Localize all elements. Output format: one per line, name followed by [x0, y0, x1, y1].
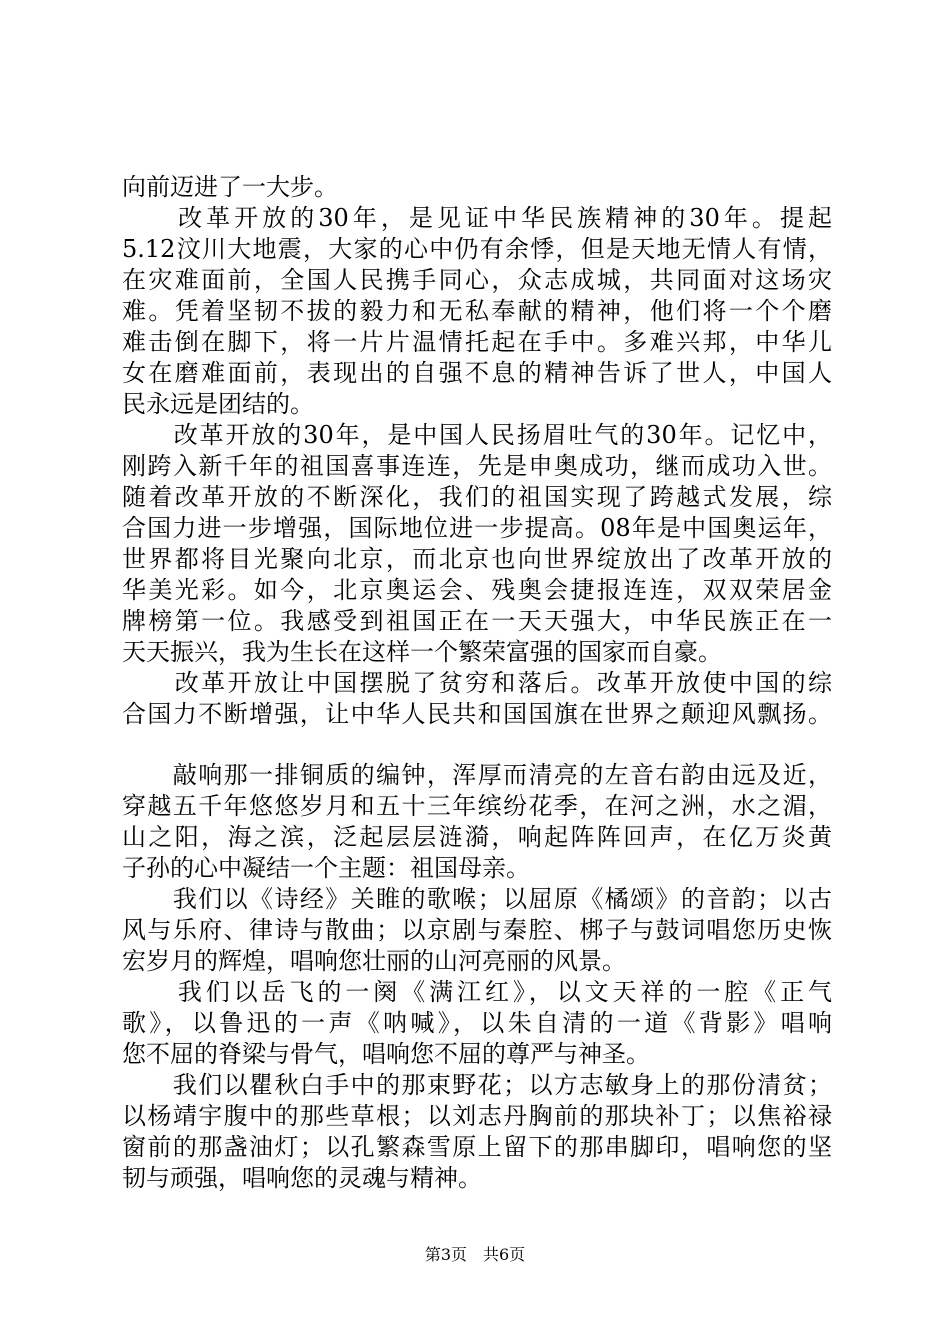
- text-line: 天天振兴，我为生长在这样一个繁荣富强的国家而自豪。: [122, 638, 722, 666]
- text-line: 韧与顽强，唱响您的灵魂与精神。: [122, 1164, 482, 1192]
- text-line: 宏岁月的辉煌，唱响您壮丽的山河亮丽的风景。: [122, 947, 626, 975]
- text-line: 世界都将目光聚向北京，而北京也向世界绽放出了改革开放的: [122, 545, 832, 573]
- text-line: 合国力不断增强，让中华人民共和国国旗在世界之颠迎风飘扬。: [122, 700, 832, 728]
- text-line: 向前迈进了一大步。: [122, 173, 338, 201]
- text-line: 女在磨难面前，表现出的自强不息的精神告诉了世人，中国人: [122, 359, 832, 387]
- text-line: 华美光彩。如今，北京奥运会、残奥会捷报连连，双双荣居金: [122, 576, 832, 604]
- text-line: 改革开放让中国摆脱了贫穷和落后。改革开放使中国的综: [122, 669, 832, 697]
- page-number-footer: 第3页 共6页: [424, 1245, 526, 1264]
- text-line: 难击倒在脚下，将一片片温情托起在手中。多难兴邦，中华儿: [122, 328, 832, 356]
- text-line: 歌》，以鲁迅的一声《呐喊》，以朱自清的一道《背影》唱响: [122, 1009, 832, 1037]
- text-line: 我们以瞿秋白手中的那束野花；以方志敏身上的那份清贫；: [122, 1071, 832, 1099]
- text-line: 在灾难面前，全国人民携手同心，众志成城，共同面对这场灾: [122, 266, 832, 294]
- text-line: 随着改革开放的不断深化，我们的祖国实现了跨越式发展，综: [122, 483, 832, 511]
- text-line: 窗前的那盏油灯；以孔繁森雪原上留下的那串脚印，唱响您的坚: [122, 1133, 832, 1161]
- text-line: 难。凭着坚韧不拔的毅力和无私奉献的精神，他们将一个个磨: [122, 297, 832, 325]
- text-line: 5.12汶川大地震，大家的心中仍有余悸，但是天地无情人有情，: [122, 235, 832, 263]
- text-line: 穿越五千年悠悠岁月和五十三年缤纷花季，在河之洲，水之湄，: [122, 792, 832, 820]
- text-line: 改革开放的30年，是中国人民扬眉吐气的30年。记忆中，: [122, 421, 832, 449]
- text-line: 我们以岳飞的一阕《满江红》，以文天祥的一腔《正气: [122, 978, 832, 1006]
- text-line: 以杨靖宇腹中的那些草根；以刘志丹胸前的那块补丁；以焦裕禄: [122, 1102, 832, 1130]
- text-line: 刚跨入新千年的祖国喜事连连，先是申奥成功，继而成功入世。: [122, 452, 832, 480]
- text-line: 风与乐府、律诗与散曲；以京剧与秦腔、梆子与鼓词唱您历史恢: [122, 916, 832, 944]
- text-line: 我们以《诗经》关睢的歌喉；以屈原《橘颂》的音韵；以古: [122, 885, 832, 913]
- text-line: 牌榜第一位。我感受到祖国正在一天天强大，中华民族正在一: [122, 607, 832, 635]
- text-line: 子孙的心中凝结一个主题：祖国母亲。: [122, 854, 530, 882]
- text-line: 改革开放的30年，是见证中华民族精神的30年。提起: [122, 204, 832, 232]
- text-line: 合国力进一步增强，国际地位进一步提高。08年是中国奥运年，: [122, 514, 832, 542]
- text-line: 民永远是团结的。: [122, 390, 314, 418]
- text-line: 敲响那一排铜质的编钟，浑厚而清亮的左音右韵由远及近，: [122, 761, 832, 789]
- text-line: 山之阳，海之滨，泛起层层涟漪，响起阵阵回声，在亿万炎黄: [122, 823, 832, 851]
- text-line: 您不屈的脊梁与骨气，唱响您不屈的尊严与神圣。: [122, 1040, 650, 1068]
